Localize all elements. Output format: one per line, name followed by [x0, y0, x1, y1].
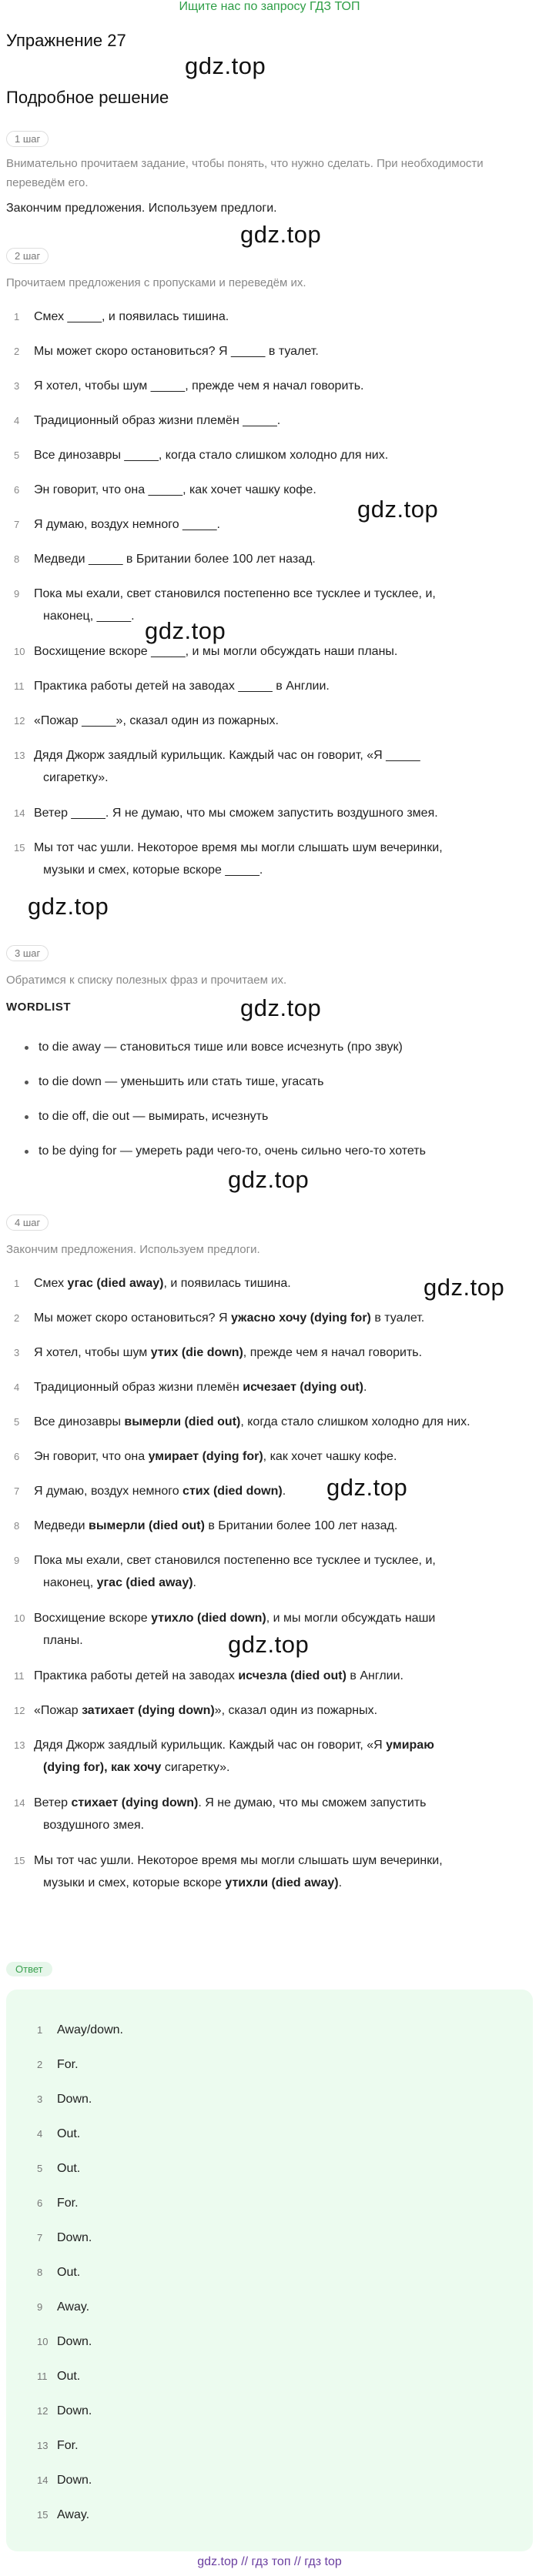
wordlist-title: WORDLIST: [6, 1001, 71, 1014]
task-text: Закончим предложения. Используем предлоги.: [6, 202, 277, 215]
item-text: Все динозавры: [34, 1415, 125, 1428]
answer-number: 2: [37, 2059, 43, 2070]
wordlist-item: [6, 1072, 530, 1092]
bullet-icon: [25, 1081, 28, 1084]
watermark: gdz.top: [326, 1474, 408, 1501]
bullet-icon: [25, 1046, 28, 1050]
item-number: 9: [14, 588, 20, 600]
item-answer: стих (died down): [182, 1485, 283, 1498]
exercise-title: Упражнение 27: [6, 31, 126, 50]
watermark: gdz.top: [28, 893, 109, 920]
item-text: «Пожар _____», сказал один из пожарных.: [34, 714, 279, 727]
item-answer: вымерли (died out): [124, 1415, 241, 1428]
answer-text: Out.: [57, 2162, 81, 2175]
item-text: Дядя Джорж заядлый курильщик. Каждый час он говорит, «Я _____: [34, 749, 420, 762]
item-text: Ветер _____. Я не думаю, что мы сможем запустить воздушного змея.: [34, 807, 438, 820]
item-text: Я хотел, чтобы шум: [34, 1346, 151, 1359]
item-text: Ветер: [34, 1796, 72, 1809]
list-item: [6, 1699, 530, 1722]
item-number: 9: [14, 1555, 20, 1566]
step-badge: 1 шаг: [6, 131, 49, 147]
item-answer: исчезает (dying out): [243, 1381, 363, 1394]
item-answer: ужасно хочу (dying for): [230, 1311, 371, 1325]
item-text: Все динозавры _____, когда стало слишком холодно для них.: [34, 449, 389, 462]
answer-number: 1: [37, 2024, 43, 2036]
list-item: [6, 548, 530, 570]
step-badge: 2 шаг: [6, 248, 49, 264]
item-text: , прежде чем я начал говорить.: [243, 1346, 423, 1359]
item-answer: (dying for), как хочу: [43, 1761, 162, 1774]
wordlist-text: to be dying for — умереть ради чего-то, очень сильно чего-то хотеть: [38, 1144, 426, 1158]
list-item: [6, 1411, 530, 1433]
list-item: [6, 375, 530, 397]
item-answer: умираю: [386, 1739, 434, 1752]
top-banner[interactable]: Ищите нас по запросу ГДЗ ТОП: [179, 0, 360, 13]
wordlist-text: to die off, die out — вымирать, исчезнуть: [38, 1110, 269, 1123]
item-text: Восхищение вскоре _____, и мы могли обсуждать наши планы.: [34, 645, 398, 658]
item-number: 3: [14, 1347, 20, 1358]
answer-text: For.: [57, 2439, 79, 2452]
step-description: Обратимся к списку полезных фраз и прочитаем их.: [6, 974, 287, 987]
answer-number: 11: [37, 2371, 48, 2382]
item-text-cont: сигаретку».: [43, 771, 109, 784]
answer-text: Down.: [57, 2231, 92, 2244]
item-number: 10: [14, 1612, 25, 1624]
item-text: Мы может скоро остановиться? Я _____ в туалет.: [34, 345, 319, 358]
answer-text: Out.: [57, 2370, 81, 2383]
answer-text: Down.: [57, 2335, 92, 2348]
item-number: 8: [14, 553, 20, 565]
item-number: 4: [14, 1382, 20, 1393]
item-text: Мы тот час ушли. Некоторое время мы могли слышать шум вечеринки,: [34, 1854, 443, 1867]
watermark: gdz.top: [185, 52, 266, 79]
footer-links[interactable]: gdz.top // гдз топ // гдз top: [197, 2555, 342, 2568]
item-number: 2: [14, 346, 20, 357]
wordlist-text: to die down — уменьшить или стать тише, угасать: [38, 1075, 324, 1088]
item-text: Традиционный образ жизни племён _____.: [34, 414, 281, 427]
bullet-icon: [25, 1150, 28, 1154]
answer-number: 12: [37, 2405, 49, 2417]
item-text: Я думаю, воздух немного: [34, 1485, 183, 1498]
item-number: 6: [14, 484, 20, 496]
item-number: 1: [14, 1278, 20, 1289]
item-number: 13: [14, 1739, 25, 1751]
watermark: gdz.top: [240, 221, 322, 248]
answer-text: Away.: [57, 2508, 90, 2521]
answer-number: 6: [37, 2197, 43, 2209]
item-text: Эн говорит, что она: [34, 1450, 149, 1463]
item-text: Я думаю, воздух немного _____.: [34, 518, 220, 531]
item-text: в туалет.: [370, 1311, 425, 1325]
item-answer: угас (died away): [67, 1277, 164, 1290]
item-text: воздушного змея.: [43, 1819, 145, 1832]
item-text: , и мы могли обсуждать наши: [266, 1612, 436, 1625]
item-text: Дядя Джорж заядлый курильщик. Каждый час он говорит, «Я: [34, 1739, 387, 1752]
answer-text: Out.: [57, 2127, 81, 2140]
item-number: 3: [14, 380, 20, 392]
answer-text: For.: [57, 2058, 79, 2071]
watermark: gdz.top: [240, 994, 322, 1021]
item-text: в Британии более 100 лет назад.: [204, 1519, 398, 1532]
item-text-cont: наконец, _____.: [43, 610, 135, 623]
list-item: [6, 1272, 530, 1295]
item-number: 7: [14, 1485, 20, 1497]
list-item: [6, 1549, 530, 1594]
list-item: [6, 744, 530, 789]
item-answer: стихает (dying down): [71, 1796, 199, 1809]
item-number: 10: [14, 646, 25, 657]
item-answer: умирает (dying for): [148, 1450, 263, 1463]
item-number: 14: [14, 807, 25, 819]
item-number: 7: [14, 519, 20, 530]
list-item: [6, 710, 530, 732]
item-number: 6: [14, 1451, 20, 1462]
watermark: gdz.top: [424, 1274, 505, 1301]
step-description: Прочитаем предложения с пропусками и переведём их.: [6, 276, 306, 289]
item-number: 12: [14, 715, 25, 727]
item-text: Смех: [34, 1277, 68, 1290]
bullet-icon: [25, 1115, 28, 1119]
item-text: Восхищение вскоре: [34, 1612, 152, 1625]
list-item: [6, 1480, 530, 1502]
item-answer: утихло (died down): [151, 1612, 266, 1625]
item-text: .: [338, 1876, 343, 1889]
answer-text: Away/down.: [57, 2023, 123, 2036]
item-text: , как хочет чашку кофе.: [263, 1450, 397, 1463]
item-text-cont: музыки и смех, которые вскоре _____.: [43, 864, 263, 877]
item-text: .: [282, 1485, 286, 1498]
step-description: Внимательно прочитаем задание, чтобы понять, что нужно сделать. При необходимости переведём его.: [6, 157, 484, 189]
answer-number: 14: [37, 2474, 49, 2486]
list-item: [6, 1849, 530, 1894]
item-text: Мы может скоро остановиться? Я: [34, 1311, 231, 1325]
answer-number: 7: [37, 2232, 43, 2244]
item-number: 5: [14, 1416, 20, 1428]
list-item: [6, 802, 530, 824]
list-item: [6, 1792, 530, 1836]
item-text: Традиционный образ жизни племён: [34, 1381, 243, 1394]
item-answer: утихли (died away): [225, 1876, 339, 1889]
answer-number: 8: [37, 2267, 43, 2278]
item-text: Я хотел, чтобы шум _____, прежде чем я начал говорить.: [34, 379, 364, 393]
item-text: Медведи: [34, 1519, 89, 1532]
list-item: [6, 340, 530, 363]
list-item: [6, 1734, 530, 1779]
item-number: 13: [14, 750, 25, 761]
item-text: в Англии.: [346, 1669, 403, 1682]
list-item: [6, 837, 530, 881]
answer-badge: Ответ: [6, 1962, 52, 1976]
list-item: [6, 583, 530, 627]
item-answer: исчезла (died out): [238, 1669, 346, 1682]
item-number: 15: [14, 1855, 25, 1866]
watermark: gdz.top: [228, 1166, 310, 1193]
list-item: [6, 1445, 530, 1468]
watermark: gdz.top: [228, 1631, 310, 1658]
item-text: Практика работы детей на заводах: [34, 1669, 239, 1682]
item-text: Мы тот час ушли. Некоторое время мы могли слышать шум вечеринки,: [34, 841, 443, 854]
list-item: [6, 1515, 530, 1537]
list-item: [6, 1665, 530, 1687]
answer-number: 15: [37, 2509, 49, 2521]
wordlist-item: [6, 1107, 530, 1127]
item-text: «Пожар: [34, 1704, 82, 1717]
item-text: Практика работы детей на заводах _____ в Англии.: [34, 680, 330, 693]
item-text: .: [363, 1381, 367, 1394]
item-answer: утих (die down): [150, 1346, 243, 1359]
item-text: », сказал один из пожарных.: [214, 1704, 378, 1717]
item-number: 15: [14, 842, 25, 854]
solution-title: Подробное решение: [6, 88, 169, 107]
item-text: Эн говорит, что она _____, как хочет чашку кофе.: [34, 483, 316, 496]
answer-number: 3: [37, 2093, 43, 2105]
answer-number: 4: [37, 2128, 43, 2140]
wordlist-item: [6, 1037, 530, 1057]
list-item: [6, 1341, 530, 1364]
item-answer: вымерли (died out): [88, 1519, 205, 1532]
item-text: , когда стало слишком холодно для них.: [240, 1415, 470, 1428]
item-number: 5: [14, 449, 20, 461]
answer-number: 9: [37, 2301, 43, 2313]
list-item: [6, 1307, 530, 1329]
watermark: gdz.top: [145, 617, 226, 644]
answer-box: [6, 1990, 533, 2551]
watermark: gdz.top: [357, 496, 439, 523]
item-number: 2: [14, 1312, 20, 1324]
item-number: 14: [14, 1797, 25, 1809]
item-number: 12: [14, 1705, 25, 1716]
item-text: , и появилась тишина.: [163, 1277, 291, 1290]
wordlist-item: [6, 1141, 530, 1161]
list-item: [6, 444, 530, 466]
item-text: Пока мы ехали, свет становился постепенно все тусклее и тусклее, и,: [34, 1554, 436, 1567]
item-text: .: [192, 1576, 196, 1589]
list-item: [6, 409, 530, 432]
item-text: . Я не думаю, что мы сможем запустить: [198, 1796, 427, 1809]
item-text: музыки и смех, которые вскоре: [43, 1876, 226, 1889]
list-item: [6, 306, 530, 328]
answer-text: Down.: [57, 2093, 92, 2106]
list-item: [6, 1607, 530, 1652]
step-description: Закончим предложения. Используем предлоги.: [6, 1243, 260, 1256]
item-answer: затихает (dying down): [82, 1704, 215, 1717]
answer-text: Down.: [57, 2404, 92, 2417]
list-item: [6, 513, 530, 536]
item-text: Медведи _____ в Британии более 100 лет назад.: [34, 553, 316, 566]
item-number: 8: [14, 1520, 20, 1532]
wordlist-text: to die away — становиться тише или вовсе исчезнуть (про звук): [38, 1041, 403, 1054]
item-answer: угас (died away): [96, 1576, 193, 1589]
item-number: 11: [14, 1670, 25, 1682]
item-text: Смех _____, и появилась тишина.: [34, 310, 229, 323]
item-text: сигаретку».: [161, 1761, 230, 1774]
step-badge: 3 шаг: [6, 945, 49, 961]
list-item: [6, 640, 530, 663]
list-item: [6, 479, 530, 501]
answer-text: Out.: [57, 2266, 81, 2279]
item-text: планы.: [43, 1634, 83, 1647]
item-number: 4: [14, 415, 20, 426]
answer-text: Away.: [57, 2300, 90, 2314]
item-number: 11: [14, 680, 25, 692]
list-item: [6, 1376, 530, 1398]
item-text: Пока мы ехали, свет становился постепенно все тусклее и тусклее, и,: [34, 587, 436, 600]
answer-text: For.: [57, 2197, 79, 2210]
answer-number: 10: [37, 2336, 49, 2347]
answer-text: Down.: [57, 2474, 92, 2487]
list-item: [6, 675, 530, 697]
answer-number: 13: [37, 2440, 49, 2451]
item-text: наконец,: [43, 1576, 97, 1589]
step-badge: 4 шаг: [6, 1214, 49, 1231]
answer-number: 5: [37, 2163, 43, 2174]
item-number: 1: [14, 311, 20, 322]
